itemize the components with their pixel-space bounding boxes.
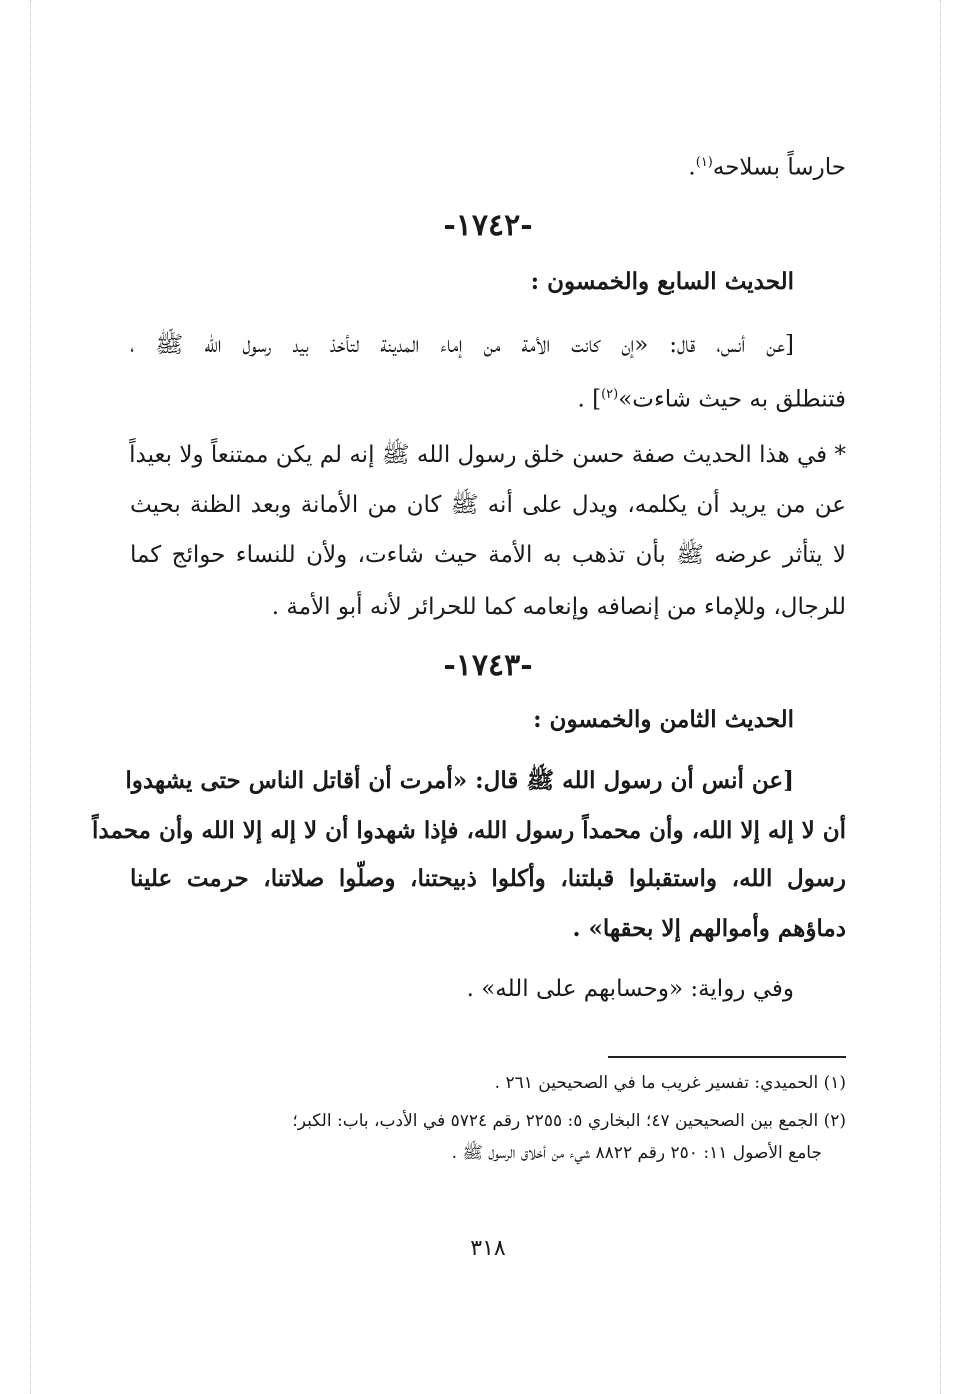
footnote-ref-2[interactable]: (٢) — [601, 387, 619, 402]
continued-text: حارساً بسلاحه — [712, 154, 846, 181]
continued-line — [130, 146, 846, 185]
continued-text-end: . — [688, 154, 696, 181]
footnote-2-continued: جامع الأصول ١١: ٢٥٠ رقم ٨٨٢٢ شيء من أخلاق الرسول ﷺ . — [451, 1143, 822, 1163]
footnote-2: (٢) الجمع بين الصحيحين ٤٧؛ البخاري ٥: ٢٢٥٥ رقم ٥٧٢٤ في الأدب، باب: الكبر؛ — [292, 1111, 846, 1131]
hadith-number-1742: -١٧٤٢- — [443, 208, 533, 243]
hadith-text-line — [130, 378, 846, 417]
scan-margin-right — [940, 0, 941, 1394]
hadith-text-end: ] . — [577, 386, 602, 413]
footnote-ref-1[interactable]: (١) — [695, 155, 713, 170]
footnote-1: (١) الحميدي: تفسير غريب ما في الصحيحين ٢٦١ . — [494, 1073, 846, 1093]
hadith-text-line: دماؤهم وأموالهم إلا بحقها» . — [572, 915, 846, 942]
book-page — [92, 0, 846, 1394]
hadith-number-1743: -١٧٤٣- — [443, 648, 533, 683]
commentary-line: * في هذا الحديث صفة حسن خلق رسول الله ﷺ إنه لم يكن ممتنعاً ولا بعيداً — [129, 442, 846, 468]
footnote-separator — [608, 1056, 846, 1058]
hadith-text-line: رسول الله، واستقبلوا قبلتنا، وأكلوا ذبيحتنا، وصلّوا صلاتنا، حرمت علينا — [130, 865, 846, 892]
page-number: ٣١٨ — [470, 1236, 506, 1261]
scan-margin-left — [30, 0, 31, 1394]
commentary-line: لا يتأثر عرضه ﷺ بأن تذهب به الأمة حيث شاءت، ولأن للنساء حوائج كما — [130, 542, 846, 568]
hadith-text-line: أن لا إله إلا الله، وأن محمداً رسول الله، فإذا شهدوا أن لا إله إلا الله وأن محمداً — [92, 817, 846, 844]
hadith-text: فتنطلق به حيث شاءت» — [618, 386, 846, 413]
narration-line: وفي رواية: «وحسابهم على الله» . — [466, 976, 794, 1002]
hadith-text-line: [عن أنس أن رسول الله ﷺ قال: «أمرت أن أقاتل الناس حتى يشهدوا — [125, 767, 794, 794]
commentary-line: عن من يريد أن يكلمه، ويدل على أنه ﷺ كان من الأمانة وبعد الظنة بحيث — [130, 492, 846, 518]
commentary-line: للرجال، وللإماء من إنصافه وإنعامه كما للحرائر لأنه أبو الأمة . — [271, 594, 846, 620]
hadith-title-58: الحديث الثامن والخمسون : — [533, 706, 794, 733]
hadith-text-line: [عن أنس، قال: «إن كانت الأمة من إماء المدينة لتأخذ بيد رسول الله ﷺ ، — [130, 332, 794, 358]
hadith-title-57: الحديث السابع والخمسون : — [530, 268, 794, 295]
